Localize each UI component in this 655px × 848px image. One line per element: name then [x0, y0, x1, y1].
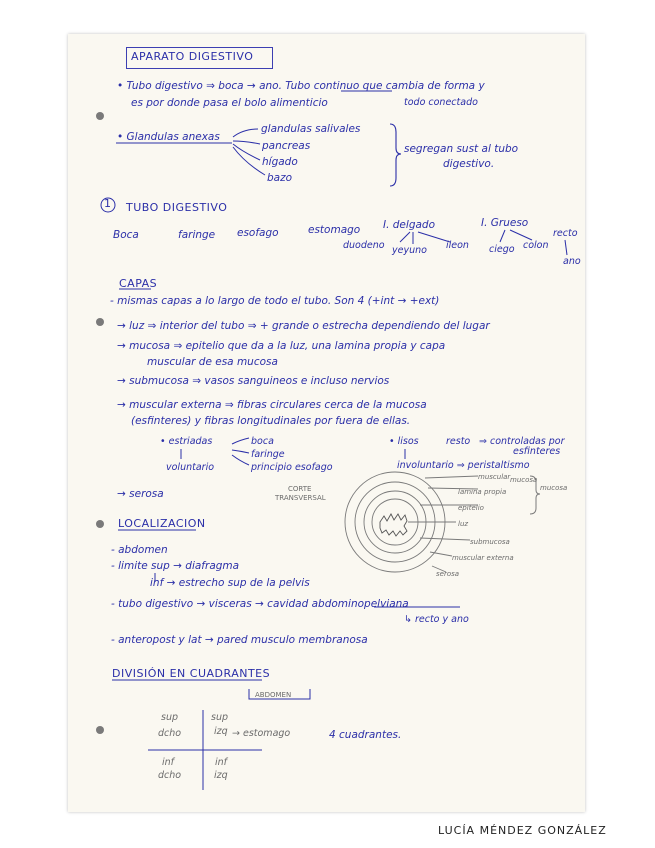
delgado-part: ileon	[446, 240, 469, 251]
intro-line-2: es por donde pasa el bolo alimenticio	[131, 97, 328, 109]
delgado-part: yeyuno	[392, 245, 427, 256]
section-number: 1	[104, 197, 112, 210]
capas-line-1: - mismas capas a lo largo de todo el tubo. Son 4 (+int → +ext)	[110, 295, 440, 307]
intro-line-2-end: todo conectado	[404, 97, 478, 108]
delgado-part: duodeno	[343, 240, 385, 251]
quad-inf-izq-1: inf	[215, 757, 228, 768]
estriadas-label: • estriadas	[160, 436, 213, 447]
voluntario-label: voluntario	[166, 462, 215, 473]
localizacion-heading: LOCALIZACION	[118, 517, 206, 530]
capas-mucosa-1: → mucosa ⇒ epitelio que da a la luz, una lamina propia y capa	[117, 340, 446, 352]
quad-sup-izq-1: sup	[211, 712, 229, 723]
grueso-part: ciego	[489, 244, 515, 255]
diagram-label: epitelio	[458, 504, 484, 512]
chain-item: esofago	[237, 227, 279, 239]
intro-line-1: • Tubo digestivo ⇒ boca → ano. Tubo continuo que cambia de forma y	[117, 80, 485, 92]
capas-luz: → luz ⇒ interior del tubo ⇒ + grande o estrecha dependiendo del lugar	[117, 320, 490, 332]
chain-item: I. Grueso	[481, 217, 529, 229]
ano-label: ano	[563, 256, 581, 267]
quad-sup-izq-2: izq	[214, 726, 228, 737]
capas-mucosa-2: muscular de esa mucosa	[147, 356, 278, 368]
capas-submucosa: → submucosa ⇒ vasos sanguineos e incluso nervios	[117, 375, 390, 387]
involuntario-label: involuntario ⇒ peristaltismo	[397, 460, 530, 471]
capas-muscular-1: → muscular externa ⇒ fibras circulares cerca de la mucosa	[117, 399, 427, 411]
chain-item: faringe	[178, 229, 216, 241]
glandulas-note-1: segregan sust al tubo	[404, 143, 519, 155]
estriadas-item: faringe	[251, 449, 285, 460]
quad-sup-dcho-2: dcho	[158, 728, 182, 739]
diagram-label: luz	[458, 520, 469, 528]
estriadas-item: principio esofago	[251, 462, 333, 473]
controladas-label: ⇒ controladas por	[479, 436, 565, 447]
grueso-part: colon	[523, 240, 549, 251]
loc-abdomen: - abdomen	[111, 544, 168, 556]
diagram-label: muscular externa	[452, 554, 514, 562]
tubo-heading: TUBO DIGESTIVO	[126, 201, 228, 214]
quad-inf-izq-2: izq	[214, 770, 228, 781]
diagram-label: submucosa	[470, 538, 510, 546]
quad-sup-dcho-1: sup	[161, 712, 179, 723]
corte-label-2: TRANSVERSAL	[275, 494, 326, 502]
quad-estomago: → estomago	[232, 728, 291, 739]
lisos-resto: resto	[446, 436, 471, 447]
quad-inf-dcho-2: dcho	[158, 770, 182, 781]
glandula-item: hígado	[262, 156, 298, 168]
chain-item: estomago	[308, 224, 361, 236]
capas-heading: CAPAS	[119, 277, 158, 290]
glandula-item: pancreas	[262, 140, 311, 152]
diagram-label: mucosa	[510, 476, 538, 484]
loc-tubo: - tubo digestivo → visceras → cavidad abdominopelviana	[111, 598, 409, 610]
glandula-item: bazo	[267, 172, 293, 184]
lisos-label: • lisos	[389, 436, 419, 447]
diagram-label: muscular	[478, 473, 511, 481]
estriadas-item: boca	[251, 436, 274, 447]
author-signature: LUCÍA MÉNDEZ GONZÁLEZ	[438, 824, 607, 837]
loc-antero: - anteropost y lat → pared musculo membranosa	[111, 634, 368, 646]
esfinteres-label: esfinteres	[513, 446, 561, 457]
mucosa-bracket-label: mucosa	[540, 484, 568, 492]
loc-limite-sup: - limite sup → diafragma	[111, 560, 240, 572]
glandulas-label: • Glandulas anexas	[117, 131, 220, 143]
glandulas-note-2: digestivo.	[443, 158, 495, 170]
abdomen-label: ABDOMEN	[255, 691, 292, 699]
page-title: APARATO DIGESTIVO	[131, 50, 254, 63]
quad-count: 4 cuadrantes.	[329, 729, 402, 741]
loc-limite-inf: inf → estrecho sup de la pelvis	[150, 577, 310, 589]
diagram-label: serosa	[436, 570, 460, 578]
corte-label-1: CORTE	[288, 485, 312, 493]
loc-recto-ano: ↳ recto y ano	[404, 614, 469, 625]
glandula-item: glandulas salivales	[261, 123, 361, 135]
capas-serosa: → serosa	[117, 488, 164, 500]
quad-inf-dcho-1: inf	[162, 757, 175, 768]
diagram-label: lamina propia	[458, 488, 507, 496]
capas-muscular-2: (esfinteres) y fibras longitudinales por fuera de ellas.	[131, 415, 411, 427]
chain-item: Boca	[113, 229, 139, 241]
chain-item: I. delgado	[383, 219, 436, 231]
cuadrantes-heading: DIVISIÓN EN CUADRANTES	[112, 667, 271, 680]
recto-label: recto	[553, 228, 578, 239]
